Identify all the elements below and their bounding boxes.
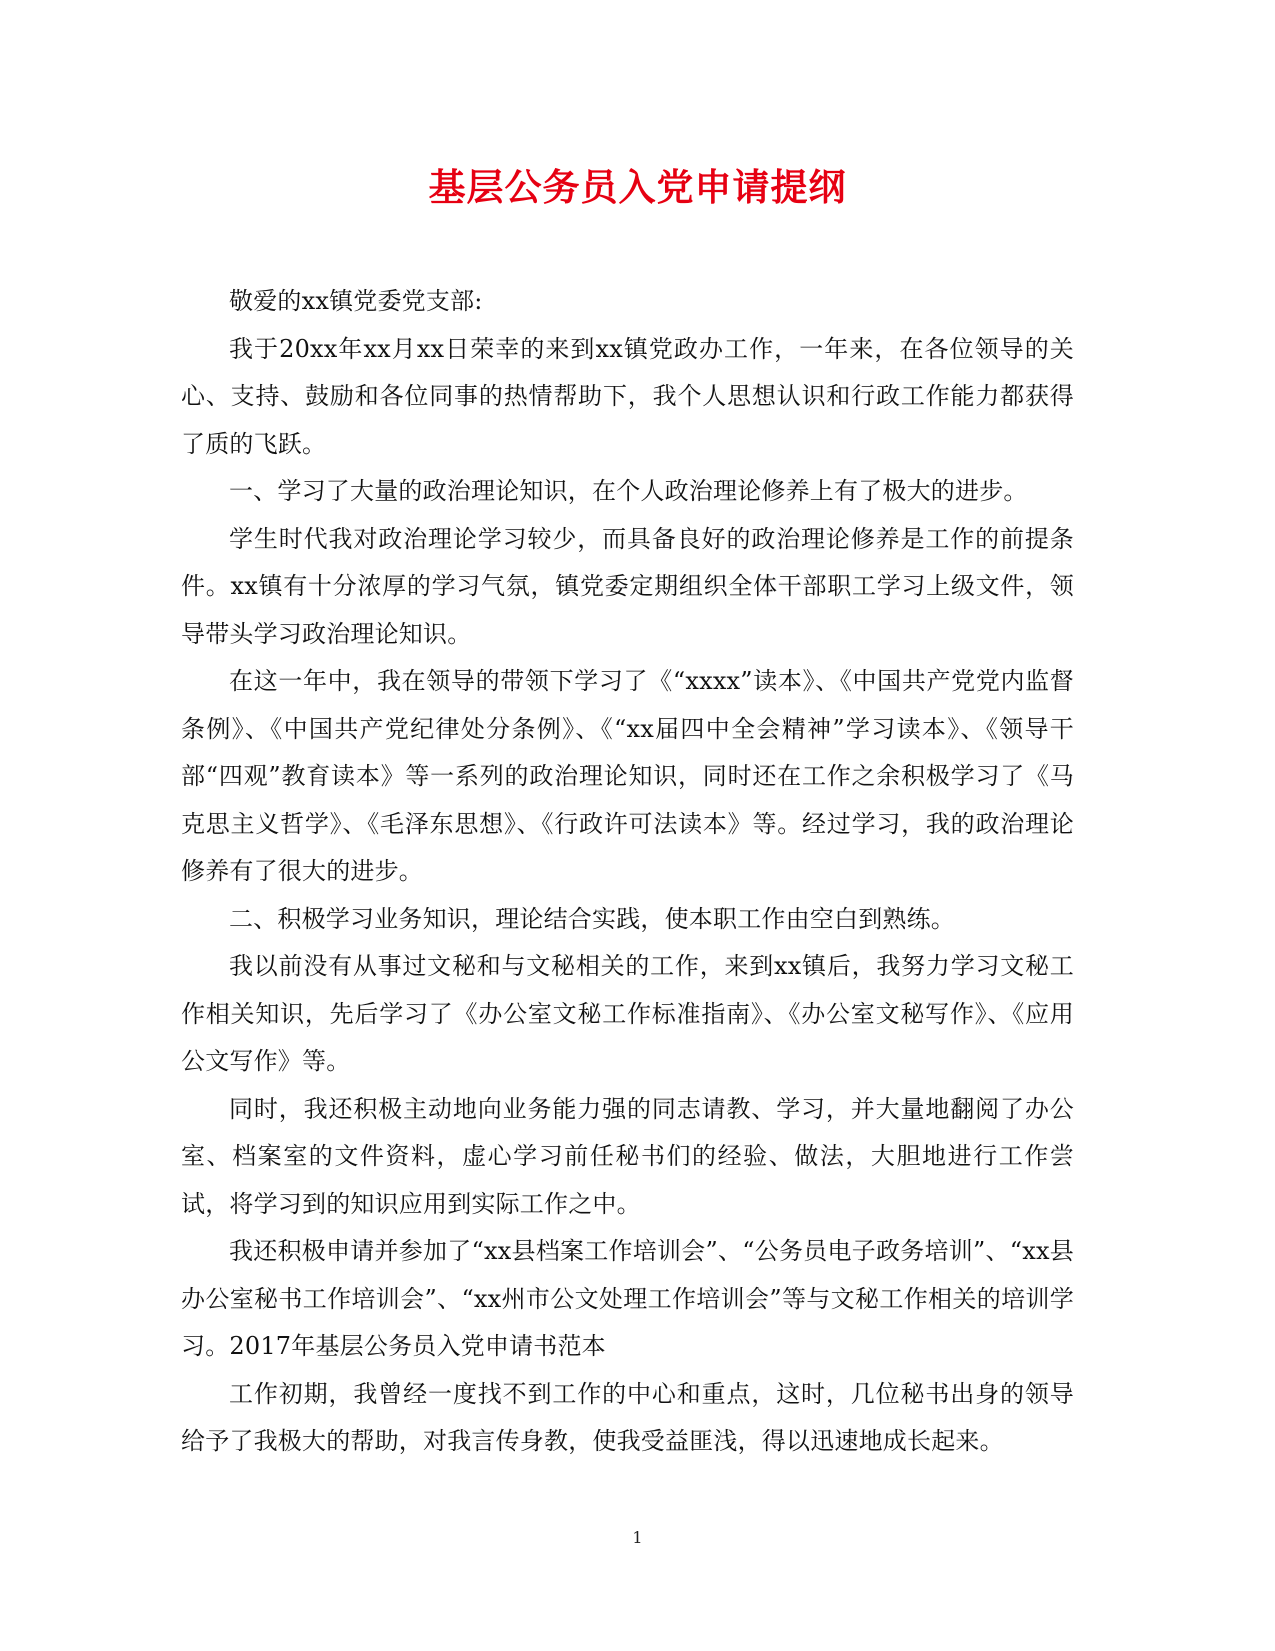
paragraph: 我于20xx年xx月xx日荣幸的来到xx镇党政办工作，一年来，在各位领导的关心、支持、鼓励和各位同事的热情帮助下，我个人思想认识和行政工作能力都获得了质的飞跃。 [181,334,1074,458]
greeting: 敬爱的xx镇党委党支部: [229,287,483,315]
paragraph: 二、积极学习业务知识，理论结合实践，使本职工作由空白到熟练。 [229,904,955,933]
paragraph: 我以前没有从事过文秘和与文秘相关的工作，来到xx镇后，我努力学习文秘工作相关知识，先后学习了《办公室文秘工作标准指南》、《办公室文秘写作》、《应用公文写作》等。 [181,952,1074,1075]
page-number: 1 [632,1528,643,1547]
paragraph: 学生时代我对政治理论学习较少，而具备良好的政治理论修养是工作的前提条件。xx镇有十分浓厚的学习气氛，镇党委定期组织全体干部职工学习上级文件，领导带头学习政治理论知识。 [181,524,1074,648]
paragraph: 同时，我还积极主动地向业务能力强的同志请教、学习，并大量地翻阅了办公室、档案室的文件资料，虚心学习前任秘书们的经验、做法，大胆地进行工作尝试，将学习到的知识应用到实际工作之中。 [181,1094,1074,1218]
paragraph: 我还积极申请并参加了“xx县档案工作培训会”、“公务员电子政务培训”、“xx县办公室秘书工作培训会”、“xx州市公文处理工作培训会”等与文秘工作相关的培训学习。2017年基层公务员入党申请书范本 [181,1237,1074,1360]
document-title: 基层公务员入党申请提纲 [428,165,847,209]
paragraph: 一、学习了大量的政治理论知识，在个人政治理论修养上有了极大的进步。 [229,477,1028,505]
document-body [181,278,1074,1466]
paragraph: 工作初期，我曾经一度找不到工作的中心和重点，这时，几位秘书出身的领导给予了我极大的帮助，对我言传身教，使我受益匪浅，得以迅速地成长起来。 [181,1379,1074,1455]
paragraph: 在这一年中，我在领导的带领下学习了《“xxxx”读本》、《中国共产党党内监督条例》、《中国共产党纪律处分条例》、《“xx届四中全会精神”学习读本》、《领导干部“四观”教育读本》等一系列的政治理论知识，同时还在工作之余积极学习了《马克思主义哲学》、《毛泽东思想》、《行政许可法读本》等。经过学习，我的政治理论修养有了很大的进步。 [181,667,1074,885]
